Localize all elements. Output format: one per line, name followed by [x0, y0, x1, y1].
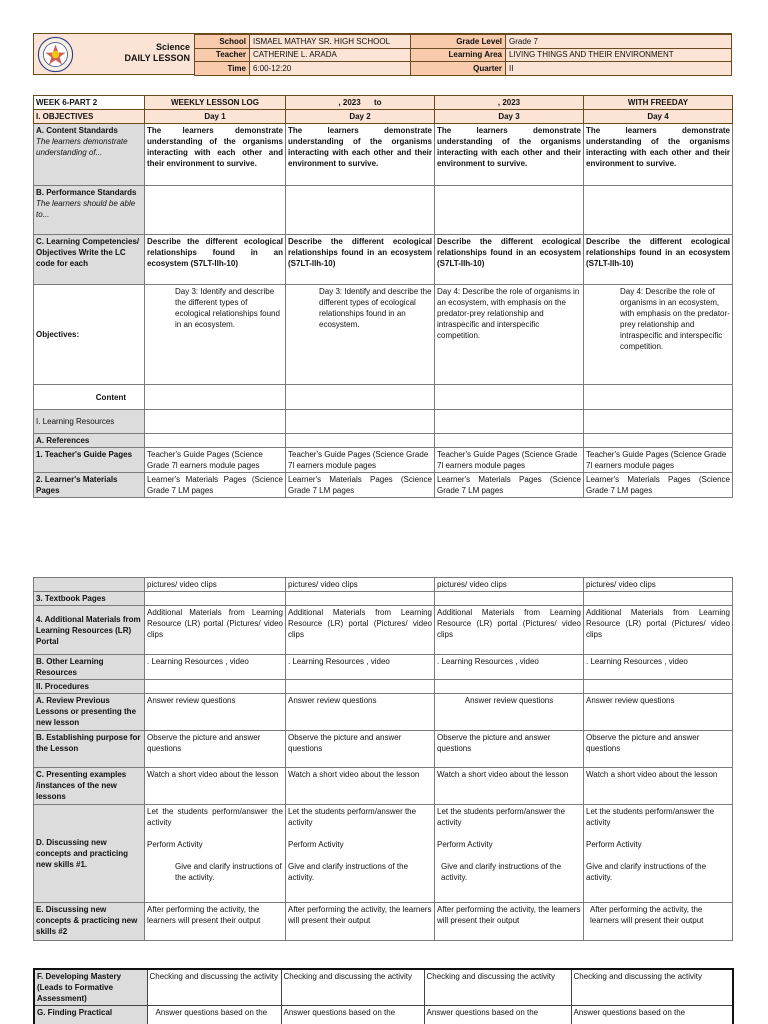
row-label: [34, 578, 145, 592]
table-cell: [145, 805, 286, 903]
cell-line: Let the students perform/answer the activity: [586, 807, 715, 827]
table-cell: Watch a short video about the lesson: [435, 768, 584, 805]
table-cell: [145, 592, 286, 606]
table-cell: Checking and discussing the activity: [424, 969, 571, 1006]
table-cell: Additional Materials from Learning Resource (LR) portal (Pictures/ video clips: [286, 606, 435, 655]
performance-standards-label: B. Performance Standards: [36, 188, 137, 197]
table-cell: [145, 434, 286, 448]
table-cell: Additional Materials from Learning Resource (LR) portal (Pictures/ video clips: [435, 606, 584, 655]
weekly-log-table-part1: [33, 95, 733, 498]
discuss1-row: [34, 805, 733, 903]
table-cell: Additional Materials from Learning Resource (LR) portal (Pictures/ video clips: [584, 606, 733, 655]
discuss2-row: [34, 903, 733, 941]
day-header: Day 3: [435, 110, 584, 124]
day-header: Day 2: [286, 110, 435, 124]
references-label: A. References: [34, 434, 145, 448]
teachers-guide-row: [34, 448, 733, 473]
cell-line: Let the students perform/answer the activity: [147, 807, 283, 827]
table-cell: Teacher's Guide Pages (Science Grade 7l earners module pages: [145, 448, 286, 473]
table-cell: Teacher's Guide Pages (Science Grade 7l earners module pages: [584, 448, 733, 473]
table-cell: [145, 410, 286, 434]
date-range-start: [286, 96, 435, 110]
cell-line: Give and clarify instructions of the activity.: [441, 862, 562, 882]
table-cell: [286, 592, 435, 606]
other-label: B. Other Learning Resources: [34, 655, 145, 680]
table-cell: Answer review questions: [286, 694, 435, 731]
table-cell: Observe the picture and answer questions: [145, 731, 286, 768]
table-cell: Watch a short video about the lesson: [286, 768, 435, 805]
table-cell: pictures/ video clips: [145, 578, 286, 592]
header-value: LIVING THINGS AND THEIR ENVIRONMENT: [506, 48, 732, 62]
table-cell: [584, 434, 733, 448]
header-value: CATHERINE L. ARADA: [250, 48, 411, 62]
table-cell: [584, 186, 733, 235]
cell-line: Let the students perform/answer the activity: [288, 807, 417, 827]
table-cell: [435, 410, 584, 434]
table-cell: The learners demonstrate understanding of the organisms interacting with each other and their environment to survive.: [584, 124, 733, 186]
textbook-row: [34, 592, 733, 606]
table-cell: Learner's Materials Pages (Science Grade 7 LM pages: [435, 473, 584, 498]
table-cell: Checking and discussing the activity: [571, 969, 733, 1006]
content-standards-label: A. Content Standards: [36, 126, 118, 135]
table-cell: Describe the different ecological relationships found in an ecosystem (S7LT-llh-10): [584, 235, 733, 285]
week-row: [34, 96, 733, 110]
cell-line: Perform Activity: [288, 840, 344, 849]
table-cell: [435, 385, 584, 410]
table-cell: [145, 186, 286, 235]
table-cell: Additional Materials from Learning Resource (LR) portal (Pictures/ video clips: [145, 606, 286, 655]
table-cell: Observe the picture and answer questions: [584, 731, 733, 768]
presenting-row: [34, 768, 733, 805]
cell-line: Perform Activity: [586, 840, 642, 849]
table-cell: Answer questions based on the: [571, 1006, 733, 1024]
learning-resources-label: I. Learning Resources: [34, 410, 145, 434]
objectives-label: Objectives:: [34, 285, 145, 385]
table-cell: Answer questions based on the: [281, 1006, 424, 1024]
lesson-header: [33, 33, 732, 75]
objectives-heading: I. OBJECTIVES: [34, 110, 145, 124]
review-row: [34, 694, 733, 731]
table-cell: [584, 410, 733, 434]
table-cell: . Learning Resources , video: [145, 655, 286, 680]
table-cell: pictures/ video clips: [584, 578, 733, 592]
table-cell: pictures/ video clips: [435, 578, 584, 592]
table-cell: Day 3: Identify and describe the different types of ecological relationships found in an ecosystem.: [286, 285, 435, 385]
table-cell: After performing the activity, the learners will present their output: [435, 903, 584, 941]
content-standards-row: [34, 124, 733, 186]
practical-label: G. Finding Practical: [34, 1006, 147, 1024]
table-cell: Learner's Materials Pages (Science Grade 7 LM pages: [584, 473, 733, 498]
table-cell: Watch a short video about the lesson: [584, 768, 733, 805]
content-label: Content: [34, 385, 145, 410]
references-row: [34, 434, 733, 448]
table-cell: Teacher's Guide Pages (Science Grade 7l earners module pages: [435, 448, 584, 473]
header-row: [195, 48, 732, 62]
content-standards-sub: The learners demonstrate understanding of...: [36, 137, 128, 157]
row-label: [34, 186, 145, 235]
cell-line: Perform Activity: [147, 840, 203, 849]
table-cell: Day 3: Identify and describe the different types of ecological relationships found in an ecosystem.: [145, 285, 286, 385]
table-cell: [145, 385, 286, 410]
doc-title: DAILY LESSON: [124, 53, 190, 63]
textbook-label: 3. Textbook Pages: [34, 592, 145, 606]
table-cell: [435, 186, 584, 235]
content-row: [34, 385, 733, 410]
table-cell: [584, 385, 733, 410]
purpose-label: B. Establishing purpose for the Lesson: [34, 731, 145, 768]
week-label: WEEK 6-PART 2: [34, 96, 145, 110]
header-key: Quarter: [411, 62, 506, 76]
additional-label: 4. Additional Materials from Learning Resources (LR) Portal: [34, 606, 145, 655]
weekly-log-table-part3: [33, 968, 734, 1024]
table-cell: After performing the activity, the learners will present their output: [286, 903, 435, 941]
table-cell: Learner's Materials Pages (Science Grade 7 LM pages: [145, 473, 286, 498]
learners-materials-row: [34, 473, 733, 498]
header-key: Learning Area: [411, 48, 506, 62]
table-cell: [435, 592, 584, 606]
table-cell: [584, 592, 733, 606]
table-cell: Learner's Materials Pages (Science Grade 7 LM pages: [286, 473, 435, 498]
presenting-label: C. Presenting examples /instances of the new lessons: [34, 768, 145, 805]
header-row: [195, 62, 732, 76]
discuss1-label: D. Discussing new concepts and practicing new skills #1.: [34, 805, 145, 903]
table-cell: [286, 186, 435, 235]
learning-resources-row: [34, 410, 733, 434]
day-header: Day 4: [584, 110, 733, 124]
table-cell: [435, 434, 584, 448]
subject-label: Science: [155, 42, 190, 52]
table-cell: [286, 385, 435, 410]
header-value: Grade 7: [506, 35, 732, 49]
mastery-label: F. Developing Mastery (Leads to Formative Assessment): [34, 969, 147, 1006]
competencies-row: [34, 235, 733, 285]
competencies-label: C. Learning Competencies/ Objectives Write the LC code for each: [34, 235, 145, 285]
header-key: Teacher: [195, 48, 250, 62]
table-cell: Describe the different ecological relationships found in an ecosystem (S7LT-llh-10): [286, 235, 435, 285]
table-cell: [286, 680, 435, 694]
header-value: 6:00-12:20: [250, 62, 411, 76]
table-cell: Answer review questions: [145, 694, 286, 731]
procedures-row: [34, 680, 733, 694]
header-key: School: [195, 35, 250, 49]
procedures-label: II. Procedures: [34, 680, 145, 694]
table-cell: Answer review questions: [584, 694, 733, 731]
date-start: , 2023: [338, 98, 361, 107]
table-cell: After performing the activity, the learners will present their output: [584, 903, 733, 941]
review-label: A. Review Previous Lessons or presenting the new lesson: [34, 694, 145, 731]
performance-standards-sub: The learners should be able to...: [36, 199, 136, 219]
table-cell: Observe the picture and answer questions: [435, 731, 584, 768]
cell-line: Perform Activity: [437, 840, 493, 849]
header-info-table: [194, 34, 732, 76]
day-header: Day 1: [145, 110, 286, 124]
header-value: II: [506, 62, 732, 76]
header-key: Grade Level: [411, 35, 506, 49]
table-cell: The learners demonstrate understanding of the organisms interacting with each other and their environment to survive.: [286, 124, 435, 186]
table-cell: Checking and discussing the activity: [147, 969, 281, 1006]
date-range-end: , 2023: [435, 96, 584, 110]
cell-line: Give and clarify instructions of the activity.: [288, 862, 409, 882]
table-cell: Describe the different ecological relationships found in an ecosystem (S7LT-llh-10): [145, 235, 286, 285]
table-cell: Observe the picture and answer questions: [286, 731, 435, 768]
table-cell: Day 4: Describe the role of organisms in an ecosystem, with emphasis on the predator-prey relationship and intraspecific and interspecific competition.: [584, 285, 733, 385]
row-label: [34, 124, 145, 186]
objectives-row: [34, 285, 733, 385]
other-resources-row: [34, 655, 733, 680]
cell-line: Give and clarify instructions of the activity.: [175, 862, 282, 882]
table-cell: pictures/ video clips: [286, 578, 435, 592]
table-cell: The learners demonstrate understanding of the organisms interacting with each other and their environment to survive.: [435, 124, 584, 186]
practical-row: [34, 1006, 733, 1024]
purpose-row: [34, 731, 733, 768]
table-cell: [145, 680, 286, 694]
table-cell: Teacher's Guide Pages (Science Grade 7l earners module pages: [286, 448, 435, 473]
cell-line: Let the students perform/answer the activity: [437, 807, 566, 827]
header-row: [195, 35, 732, 49]
table-cell: [286, 434, 435, 448]
header-value: ISMAEL MATHAY SR. HIGH SCHOOL: [250, 35, 411, 49]
table-cell: Checking and discussing the activity: [281, 969, 424, 1006]
table-cell: [435, 680, 584, 694]
table-cell: . Learning Resources , video: [286, 655, 435, 680]
tg-pages-label: 1. Teacher's Guide Pages: [34, 448, 145, 473]
table-cell: [286, 805, 435, 903]
table-cell: . Learning Resources , video: [435, 655, 584, 680]
log-title: WEEKLY LESSON LOG: [145, 96, 286, 110]
table-cell: [286, 410, 435, 434]
header-key: Time: [195, 62, 250, 76]
table-cell: [584, 680, 733, 694]
table-cell: After performing the activity, the learners will present their output: [145, 903, 286, 941]
performance-standards-row: [34, 186, 733, 235]
date-to: to: [374, 98, 382, 107]
table-cell: . Learning Resources , video: [584, 655, 733, 680]
table-cell: [435, 805, 584, 903]
additional-materials-row: [34, 606, 733, 655]
pictures-row: [34, 578, 733, 592]
table-cell: Answer review questions: [435, 694, 584, 731]
weekly-log-table-part2: [33, 577, 733, 941]
table-cell: Answer questions based on the: [147, 1006, 281, 1024]
mastery-row: [34, 969, 733, 1006]
header-subject-block: [76, 42, 190, 64]
freeday-label: WITH FREEDAY: [584, 96, 733, 110]
table-cell: Answer questions based on the: [424, 1006, 571, 1024]
discuss2-label: E. Discussing new concepts & practicing new skills #2: [34, 903, 145, 941]
table-cell: Day 4: Describe the role of organisms in an ecosystem, with emphasis on the predator-prey relationship and intraspecific and interspecific competition.: [435, 285, 584, 385]
cell-line: Give and clarify instructions of the activity.: [586, 862, 707, 882]
table-cell: Watch a short video about the lesson: [145, 768, 286, 805]
deped-seal-logo: [37, 36, 74, 73]
table-cell: [584, 805, 733, 903]
lm-pages-label: 2. Learner's Materials Pages: [34, 473, 145, 498]
table-cell: The learners demonstrate understanding of the organisms interacting with each other and their environment to survive.: [145, 124, 286, 186]
objectives-head-row: [34, 110, 733, 124]
table-cell: Describe the different ecological relationships found in an ecosystem (S7LT-llh-10): [435, 235, 584, 285]
